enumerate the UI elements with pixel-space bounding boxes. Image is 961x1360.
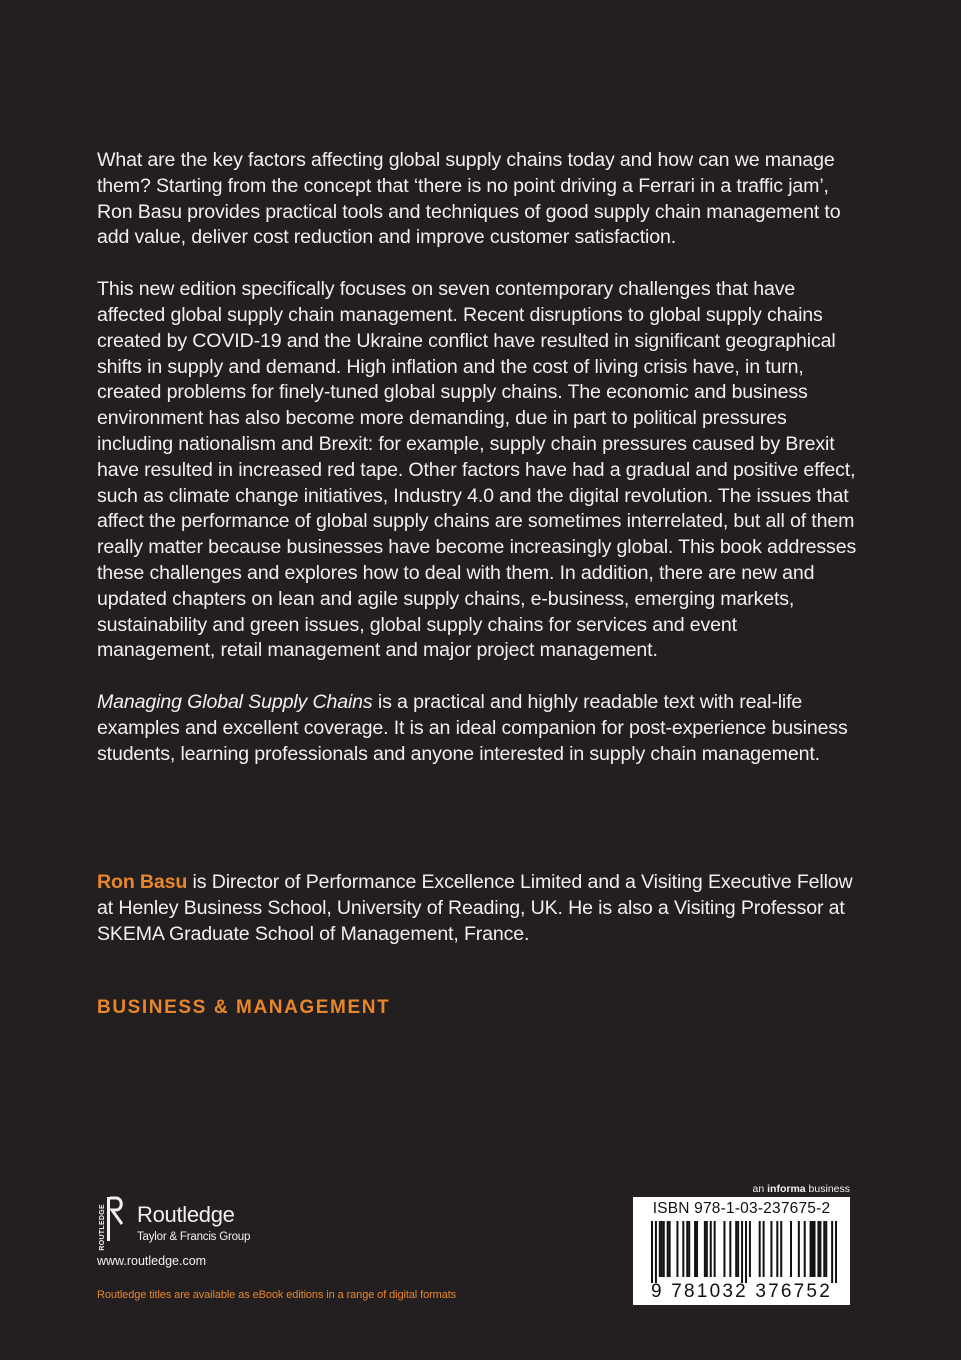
barcode-bar [817, 1221, 819, 1277]
author-name: Ron Basu [97, 871, 188, 893]
publisher-group: Taylor & Francis Group [137, 1231, 251, 1243]
publisher-name: Routledge [137, 1202, 235, 1227]
barcode-bar [776, 1221, 778, 1277]
barcode-bar [710, 1221, 712, 1277]
barcode-bar [729, 1221, 731, 1277]
barcode-bar [661, 1221, 663, 1277]
barcode-bar [694, 1221, 696, 1277]
informa-prefix: an [752, 1183, 768, 1195]
barcode-bars [651, 1221, 837, 1283]
barcode-bar [790, 1221, 792, 1277]
barcode-bar [804, 1221, 806, 1277]
barcode-bar [814, 1221, 816, 1277]
barcode-bar [823, 1221, 825, 1277]
barcode-bar [714, 1221, 716, 1277]
barcode-bar [704, 1221, 706, 1277]
barcode-bar [735, 1221, 737, 1277]
barcode-bar [780, 1221, 782, 1277]
barcode-bar [745, 1221, 747, 1283]
isbn-barcode [633, 1197, 850, 1305]
barcode-bar [659, 1221, 661, 1277]
blurb-paragraph-2: This new edition specifically focuses on seven contemporary challenges that have affected global supply chain management. Recent disruptions to global supply chains created by COVID-19 and the Ukraine conflict have resulted in significant geographical shifts in supply and demand. High inflation and the cost of living crisis have, in turn, created problems for finely-tuned global supply chains. The economic and business environment has also become more demanding, due in part to political pressures including nationalism and Brexit: for example, supply chain pressures caused by Brexit have resulted in increased red tape. Other factors have had a gradual and positive effect, such as climate change initiatives, Industry 4.0 and the digital revolution. The issues that affect the performance of global supply chains are sometimes interrelated, but all of them really matter because businesses have become increasingly global. This book addresses these challenges and explores how to deal with them. In addition, there are new and updated chapters on lean and agile supply chains, e-business, emerging markets, sustainability and green issues, global supply chains for services and event management, retail management and major project management. [97, 278, 857, 662]
barcode-bar [667, 1221, 669, 1277]
author-bio [97, 870, 857, 947]
barcode-bar [835, 1221, 837, 1283]
barcode-bar [655, 1221, 657, 1283]
isbn-label: ISBN 978-1-03-237675-2 [652, 1200, 831, 1217]
barcode-bar [831, 1221, 833, 1283]
author-bio-text: is Director of Performance Excellence Limited and a Visiting Executive Fellow at Henley Business School, University of Reading, UK. He is also a Visiting Professor at SKEMA Graduate School of Management, France. [97, 871, 853, 945]
barcode-bar [770, 1221, 772, 1277]
barcode-bar [669, 1221, 671, 1277]
barcode-digits: 9 781032 376752 [651, 1281, 832, 1302]
blurb-paragraph-1: What are the key factors affecting global supply chains today and how can we manage them? Starting from the concept that ‘there is no point driving a Ferrari in a traffic jam’, Ron Basu provides practical tools and techniques of good supply chain management to add value, deliver cost reduction and improve customer satisfaction. [97, 149, 841, 249]
barcode-bar [819, 1221, 821, 1277]
barcode-bar [723, 1221, 725, 1277]
back-cover-blurb [97, 148, 857, 794]
barcode-bar [759, 1221, 761, 1277]
barcode-bar [825, 1221, 827, 1277]
barcode-bar [686, 1221, 688, 1277]
informa-business-label [753, 1183, 850, 1195]
barcode-bar [706, 1221, 708, 1277]
barcode-bar [810, 1221, 812, 1277]
barcode-bar [688, 1221, 690, 1277]
publisher-block [97, 1194, 397, 1274]
blurb-paragraph-3 [97, 690, 857, 767]
barcode-bar [696, 1221, 698, 1277]
barcode-bar [812, 1221, 814, 1277]
barcode-bar [663, 1221, 665, 1277]
publisher-vertical-text: ROUTLEDGE [99, 1204, 106, 1251]
informa-suffix: business [805, 1183, 850, 1195]
ebook-availability-note: Routledge titles are available as eBook editions in a range of digital formats [97, 1289, 457, 1301]
book-title-italic: Managing Global Supply Chains [97, 691, 373, 714]
publisher-url: www.routledge.com [97, 1254, 207, 1268]
barcode-bar [763, 1221, 765, 1277]
barcode-bar [737, 1221, 739, 1277]
informa-brand: informa [767, 1183, 806, 1195]
barcode-bar [651, 1221, 653, 1283]
barcode-bar [741, 1221, 743, 1283]
barcode-bar [682, 1221, 684, 1277]
barcode-bar [676, 1221, 678, 1277]
barcode-bar [749, 1221, 751, 1277]
barcode-bar [798, 1221, 800, 1277]
subject-category: BUSINESS & MANAGEMENT [97, 997, 391, 1018]
blurb-paragraph-3-text: is a practical and highly readable text with real-life examples and excellent coverage. It is an ideal companion for post-experience business students, learning professionals and anyone interested in supply chain management. [97, 691, 848, 765]
